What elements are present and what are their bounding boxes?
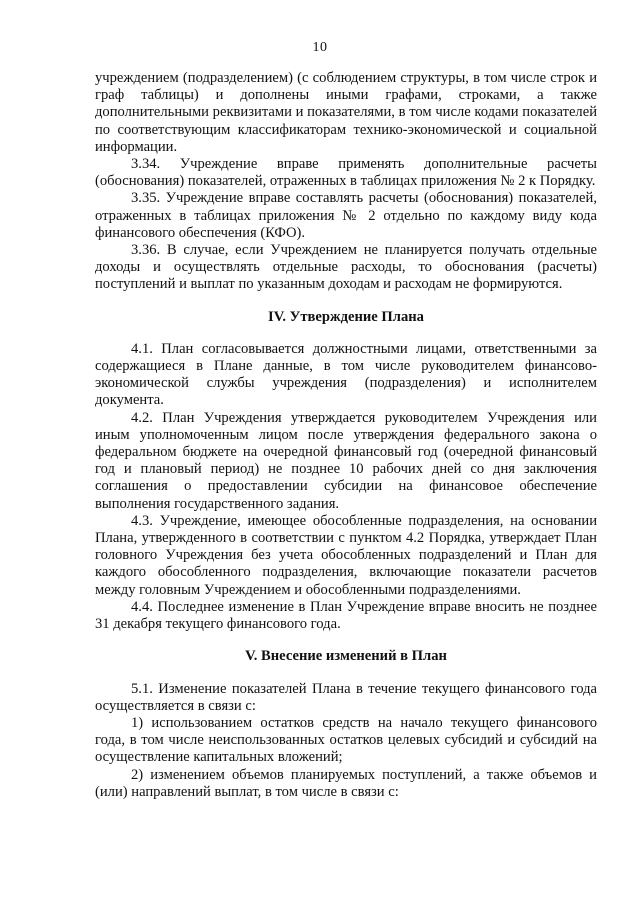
paragraph-4-4: 4.4. Последнее изменение в План Учреждение вправе вносить не позднее 31 декабря текущего финансового года. bbox=[95, 598, 597, 633]
paragraph-3-35: 3.35. Учреждение вправе составлять расчеты (обоснования) показателей, отраженных в таблицах приложения № 2 отдельно по каждому виду кода финансового обеспечения (КФО). bbox=[95, 190, 597, 241]
paragraph-5-1-item-2: 2) изменением объемов планируемых поступлений, а также объемов и (или) направлений выплат, в том числе в связи с: bbox=[95, 766, 597, 800]
paragraph-3-34: 3.34. Учреждение вправе применять дополнительные расчеты (обоснования) показателей, отраженных в таблицах приложения № 2 к Порядку. bbox=[95, 156, 597, 190]
section-5-heading: V. Внесение изменений в План bbox=[245, 648, 447, 665]
paragraph-5-1-item-1: 1) использованием остатков средств на начало текущего финансового года, в том числе неиспользованных остатков целевых субсидий и субсидий на осуществление капитальных вложений; bbox=[95, 714, 597, 766]
section-4-heading: IV. Утверждение Плана bbox=[268, 308, 424, 325]
document-body bbox=[95, 70, 597, 801]
paragraph-4-1: 4.1. План согласовывается должностными лицами, ответственными за содержащиеся в Плане данные, в том числе руководителем финансово-экономической службы учреждения (подразделения) и исполнителем документа. bbox=[95, 340, 597, 409]
paragraph-5-1: 5.1. Изменение показателей Плана в течение текущего финансового года осуществляется в связи с: bbox=[95, 680, 597, 714]
paragraph-3-36: 3.36. В случае, если Учреждением не планируется получать отдельные доходы и осуществлять отдельные расходы, то обоснования (расчеты) поступлений и выплат по указанным доходам и расходам не формируются. bbox=[95, 242, 597, 293]
paragraph-4-3: 4.3. Учреждение, имеющее обособленные подразделения, на основании Плана, утвержденного в соответствии с пунктом 4.2 Порядка, утверждает План головного Учреждения без учета обособленных подразделений и План для каждого обособленного подразделения, включающие показатели расчетов между головным Учреждением и обособленными подразделениями. bbox=[95, 512, 597, 598]
paragraph-4-2: 4.2. План Учреждения утверждается руководителем Учреждения или иным уполномоченным лицом после утверждения федерального закона о федеральном бюджете на очередной финансовый год (очередной финансовый год и плановый период) не позднее 10 рабочих дней со дня заключения соглашения о предоставлении субсидии на финансовое обеспечение выполнения государственного задания. bbox=[95, 409, 597, 512]
paragraph-continuation: учреждением (подразделением) (с соблюдением структуры, в том числе строк и граф таблицы) и дополнены иными графами, строками, а также дополнительными реквизитами и показателями, в том числе кодами показателей по соответствующим классификаторам технико-экономической и социальной информации. bbox=[95, 70, 597, 155]
page-number: 10 bbox=[312, 40, 328, 55]
